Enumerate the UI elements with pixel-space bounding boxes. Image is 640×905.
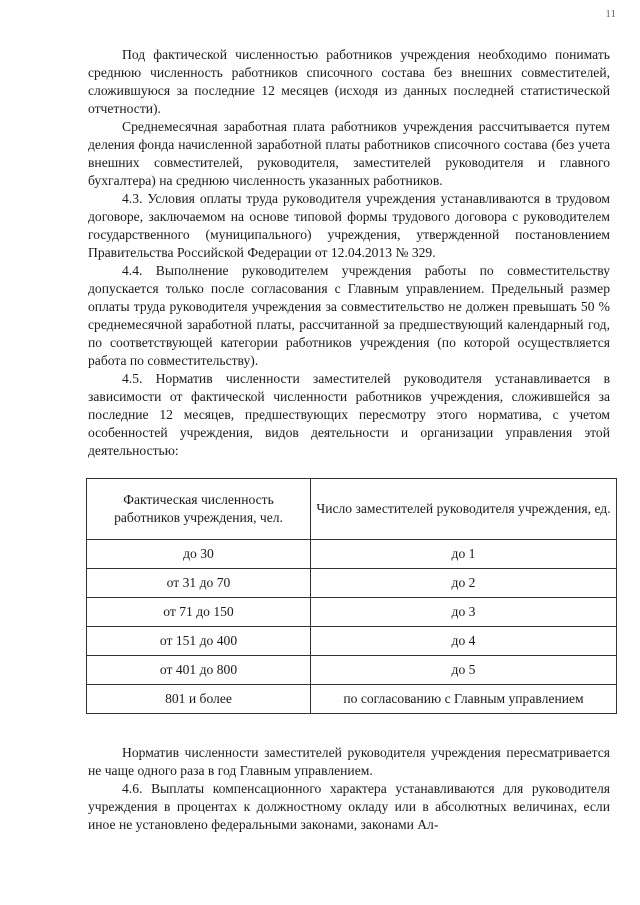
paragraph-norm-review: Норматив численности заместителей руководителя учреждения пересматривается не чаще одного раза в год Главным управлением. bbox=[88, 745, 610, 778]
table-cell-deputies: до 3 bbox=[311, 598, 617, 627]
table-cell-headcount: от 151 до 400 bbox=[87, 627, 311, 656]
table-cell-deputies: до 4 bbox=[311, 627, 617, 656]
table-cell-headcount: от 71 до 150 bbox=[87, 598, 311, 627]
table-row bbox=[87, 656, 617, 685]
page-number: 11 bbox=[605, 8, 616, 20]
paragraph-4-6: 4.6. Выплаты компенсационного характера устанавливаются для руководителя учреждения в процентах к должностному окладу или в абсолютных величинах, если иное не установлено федеральными законами, законами Ал- bbox=[88, 781, 610, 832]
table-header-deputies: Число заместителей руководителя учреждения, ед. bbox=[311, 479, 617, 540]
table-cell-deputies: по согласованию с Главным управлением bbox=[311, 685, 617, 714]
table-cell-headcount: от 31 до 70 bbox=[87, 569, 311, 598]
paragraph-average-salary: Среднемесячная заработная плата работников учреждения рассчитывается путем деления фонда начисленной заработной платы работников списочного состава (без учета внешних совместителей, руководителя, заместителей руководителя и главного бухгалтера) на среднюю численность указанных работников. bbox=[88, 119, 610, 188]
paragraph-average-headcount: Под фактической численностью работников учреждения необходимо понимать среднюю численность работников списочного состава без внешних совместителей, сложившуюся за последние 12 месяцев (исходя из данных последней статистической отчетности). bbox=[88, 47, 610, 116]
table-cell-deputies: до 5 bbox=[311, 656, 617, 685]
table-cell-deputies: до 2 bbox=[311, 569, 617, 598]
table-row bbox=[87, 598, 617, 627]
paragraph-4-3: 4.3. Условия оплаты труда руководителя учреждения устанавливаются в трудовом договоре, заключаемом на основе типовой формы трудового договора с руководителем государственного (муниципального) учреждения, утвержденной постановлением Правительства Российской Федерации от 12.04.2013 № 329. bbox=[88, 191, 610, 260]
paragraph-4-5: 4.5. Норматив численности заместителей руководителя устанавливается в зависимости от фактической численности работников учреждения, сложившейся за последние 12 месяцев, предшествующих пересмотру этого норматива, с учетом особенностей учреждения, видов деятельности и организации управления этой деятельностью: bbox=[88, 371, 610, 458]
table-cell-headcount: 801 и более bbox=[87, 685, 311, 714]
deputy-norm-table bbox=[86, 478, 617, 714]
table-cell-headcount: от 401 до 800 bbox=[87, 656, 311, 685]
table-row bbox=[87, 540, 617, 569]
table-row bbox=[87, 627, 617, 656]
document-body bbox=[88, 46, 610, 834]
table-cell-headcount: до 30 bbox=[87, 540, 311, 569]
table-header-headcount: Фактическая численность работников учреждения, чел. bbox=[87, 479, 311, 540]
table-cell-deputies: до 1 bbox=[311, 540, 617, 569]
table-row bbox=[87, 569, 617, 598]
paragraph-4-4: 4.4. Выполнение руководителем учреждения работы по совместительству допускается только после согласования с Главным управлением. Предельный размер оплаты труда руководителя учреждения за совместительство не должен превышать 50 % среднемесячной заработной платы, рассчитанной за предшествующий календарный год, по соответствующей категории работников учреждения (по которой осуществляется работа по совместительству). bbox=[88, 263, 610, 368]
table-header-row bbox=[87, 479, 617, 540]
table-row bbox=[87, 685, 617, 714]
